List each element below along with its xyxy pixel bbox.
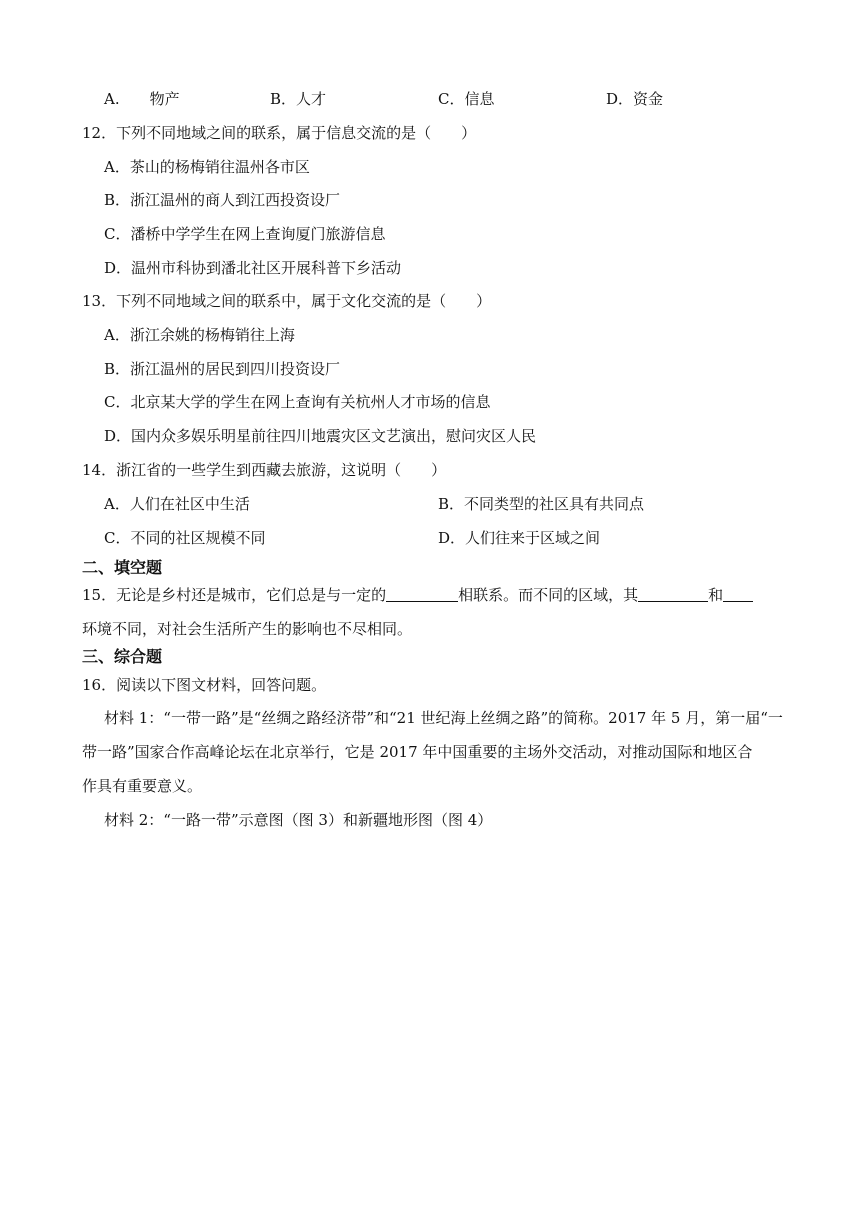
q14-option-a: A．人们在社区中生活: [104, 495, 250, 513]
q16-material1-line1: 材料 1：“一带一路”是“丝绸之路经济带”和“21 世纪海上丝绸之路”的简称。2017 年 5 月，第一届“一: [104, 709, 783, 727]
q15-line1: [82, 585, 753, 605]
q15-text-part2: 相联系。而不同的区域，其: [458, 586, 639, 604]
q14-option-c: C．不同的社区规模不同: [104, 529, 266, 547]
q15-blank-1[interactable]: [386, 586, 458, 602]
q14-option-d: D．人们往来于区域之间: [438, 529, 601, 547]
q12-option-d: D．温州市科协到潘北社区开展科普下乡活动: [104, 259, 402, 277]
q12-option-c: C．潘桥中学学生在网上查询厦门旅游信息: [104, 225, 386, 243]
section-comprehensive-title: 三、综合题: [82, 647, 163, 666]
q13-option-d: D．国内众多娱乐明星前往四川地震灾区文艺演出，慰问灾区人民: [104, 427, 537, 445]
q13-option-c: C．北京某大学的学生在网上查询有关杭州人才市场的信息: [104, 393, 491, 411]
q15-blank-3[interactable]: [723, 586, 753, 602]
q13-option-a: A．浙江余姚的杨梅销往上海: [104, 326, 295, 344]
q14-options-row2: [0, 528, 860, 548]
section-fill-in-title: 二、填空题: [82, 558, 163, 577]
q16-material2: 材料 2：“一路一带”示意图（图 3）和新疆地形图（图 4）: [104, 811, 493, 829]
q14-options-row1: [0, 494, 860, 514]
q15-text-part3: 和: [708, 586, 724, 604]
q16-stem: 16．阅读以下图文材料，回答问题。: [82, 676, 327, 694]
q11-options: [0, 89, 860, 109]
q11-option-d: D．资金: [606, 90, 664, 108]
q13-option-b: B．浙江温州的居民到四川投资设厂: [104, 360, 341, 378]
q11-option-c: C．信息: [438, 90, 495, 108]
q11-option-a: A. 物产: [104, 90, 180, 108]
q14-option-b: B．不同类型的社区具有共同点: [438, 495, 645, 513]
q15-blank-2[interactable]: [638, 586, 708, 602]
q14-stem: 14．浙江省的一些学生到西藏去旅游，这说明（ ）: [82, 461, 447, 479]
q12-stem: 12．下列不同地域之间的联系，属于信息交流的是（ ）: [82, 124, 477, 142]
q13-stem: 13．下列不同地域之间的联系中，属于文化交流的是（ ）: [82, 292, 492, 310]
q15-text-part1: 15．无论是乡村还是城市，它们总是与一定的: [82, 586, 387, 604]
q15-line2: 环境不同，对社会生活所产生的影响也不尽相同。: [82, 620, 413, 638]
q16-material1-line3: 作具有重要意义。: [82, 777, 203, 795]
q12-option-b: B．浙江温州的商人到江西投资设厂: [104, 191, 341, 209]
q11-option-b: B．人才: [270, 90, 327, 108]
q16-material1-line2: 带一路”国家合作高峰论坛在北京举行，它是 2017 年中国重要的主场外交活动，对推动国际和地区合: [82, 743, 753, 761]
q12-option-a: A．茶山的杨梅销往温州各市区: [104, 158, 310, 176]
